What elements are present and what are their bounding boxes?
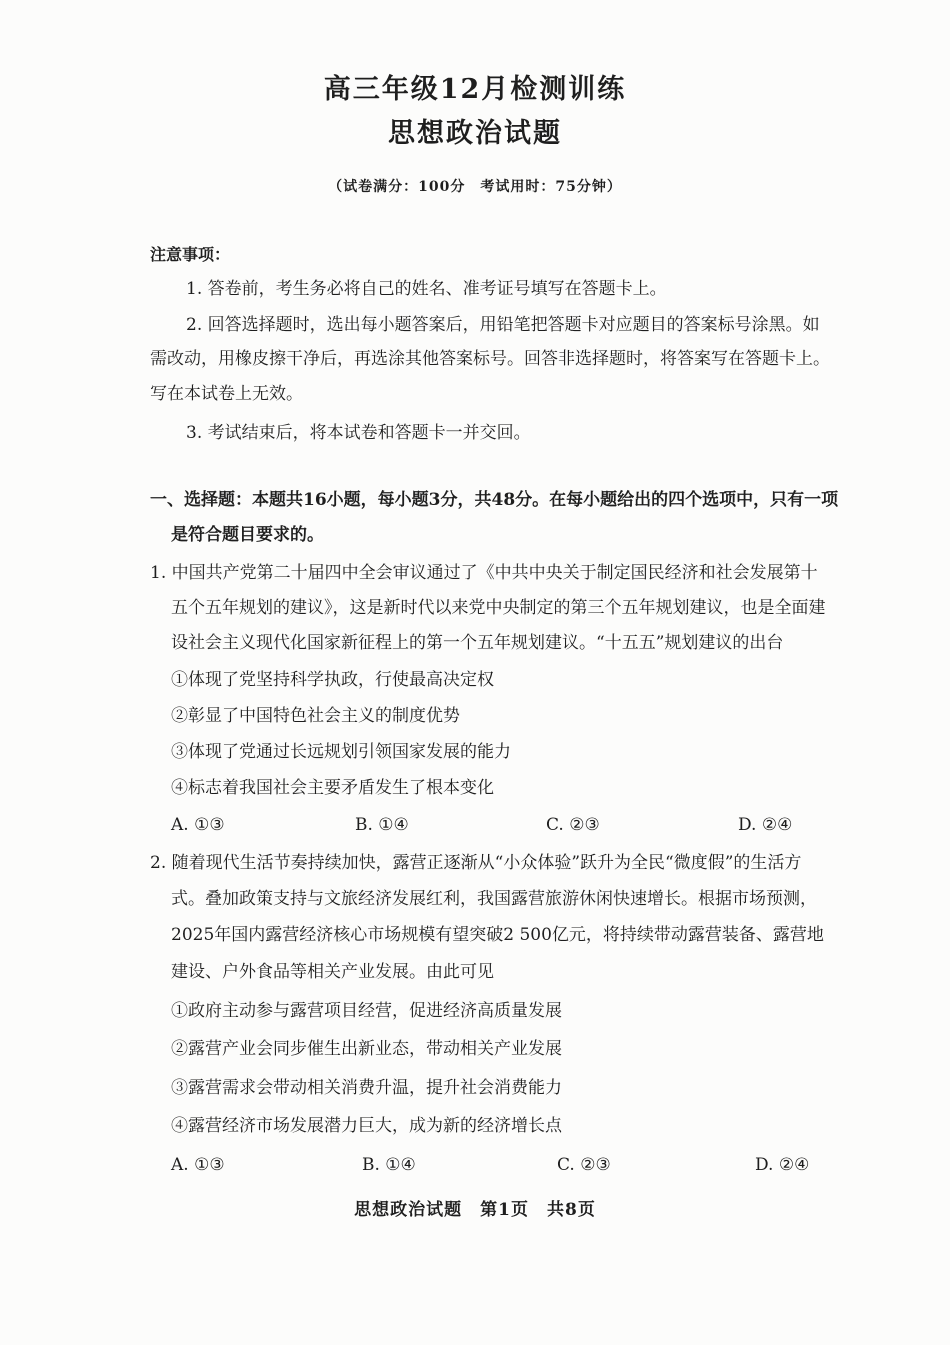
q1-stem-line-2: 五个五年规划的建议》，这是新时代以来党中央制定的第三个五年规划建议，也是全面建 — [171, 598, 826, 618]
q2-statement-1: ①政府主动参与露营项目经营，促进经济高质量发展 — [171, 1001, 562, 1021]
q2-stem-line-3: 2025年国内露营经济核心市场规模有望突破2 500亿元，将持续带动露营装备、露营地 — [171, 925, 824, 945]
q1-stem-line-3: 设社会主义现代化国家新征程上的第一个五年规划建议。“十五五”规划建议的出台 — [171, 633, 784, 653]
section-heading-line-1: 一、选择题：本题共16小题，每小题3分，共48分。在每小题给出的四个选项中，只有一项 — [150, 490, 839, 510]
exam-title: 高三年级12月检测训练 — [323, 74, 627, 105]
q1-option-c: C. ②③ — [546, 815, 600, 835]
q2-stem-line-4: 建设、户外食品等相关产业发展。由此可见 — [171, 962, 494, 982]
q2-option-a: A. ①③ — [171, 1155, 225, 1175]
q2-statement-2: ②露营产业会同步催生出新业态，带动相关产业发展 — [171, 1039, 562, 1059]
section-heading-line-2: 是符合题目要求的。 — [171, 525, 324, 545]
q1-statement-3: ③体现了党通过长远规划引领国家发展的能力 — [171, 742, 511, 762]
q1-statement-1: ①体现了党坚持科学执政，行使最高决定权 — [171, 670, 494, 690]
notice-item-2-line-1: 2. 回答选择题时，选出每小题答案后，用铅笔把答题卡对应题目的答案标号涂黑。如 — [186, 315, 820, 335]
q1-statement-2: ②彰显了中国特色社会主义的制度优势 — [171, 706, 460, 726]
q2-statement-4: ④露营经济市场发展潜力巨大，成为新的经济增长点 — [171, 1116, 562, 1136]
page-footer: 思想政治试题 第1页 共8页 — [354, 1200, 596, 1220]
q1-option-b: B. ①④ — [355, 815, 409, 835]
q2-option-c: C. ②③ — [557, 1155, 611, 1175]
q2-option-d: D. ②④ — [755, 1155, 810, 1175]
q2-option-b: B. ①④ — [362, 1155, 416, 1175]
notice-item-3: 3. 考试结束后，将本试卷和答题卡一并交回。 — [186, 423, 531, 443]
notice-heading: 注意事项： — [150, 245, 231, 264]
notice-item-2-line-3: 写在本试卷上无效。 — [150, 384, 303, 404]
q1-stem-line-1: 1. 中国共产党第二十届四中全会审议通过了《中共中央关于制定国民经济和社会发展第十 — [150, 563, 818, 583]
exam-meta: （试卷满分：100分 考试用时：75分钟） — [328, 179, 622, 195]
q2-stem-line-1: 2. 随着现代生活节奏持续加快，露营正逐渐从“小众体验”跃升为全民“微度假”的生活方 — [150, 853, 802, 873]
q1-statement-4: ④标志着我国社会主要矛盾发生了根本变化 — [171, 778, 494, 798]
exam-subject-title: 思想政治试题 — [388, 118, 562, 149]
q1-option-a: A. ①③ — [171, 815, 225, 835]
q2-stem-line-2: 式。叠加政策支持与文旅经济发展红利，我国露营旅游休闲快速增长。根据市场预测， — [171, 889, 817, 909]
q1-option-d: D. ②④ — [738, 815, 793, 835]
notice-item-2-line-2: 需改动，用橡皮擦干净后，再选涂其他答案标号。回答非选择题时，将答案写在答题卡上。 — [150, 349, 830, 369]
q2-statement-3: ③露营需求会带动相关消费升温，提升社会消费能力 — [171, 1078, 562, 1098]
notice-item-1: 1. 答卷前，考生务必将自己的姓名、准考证号填写在答题卡上。 — [186, 279, 667, 299]
